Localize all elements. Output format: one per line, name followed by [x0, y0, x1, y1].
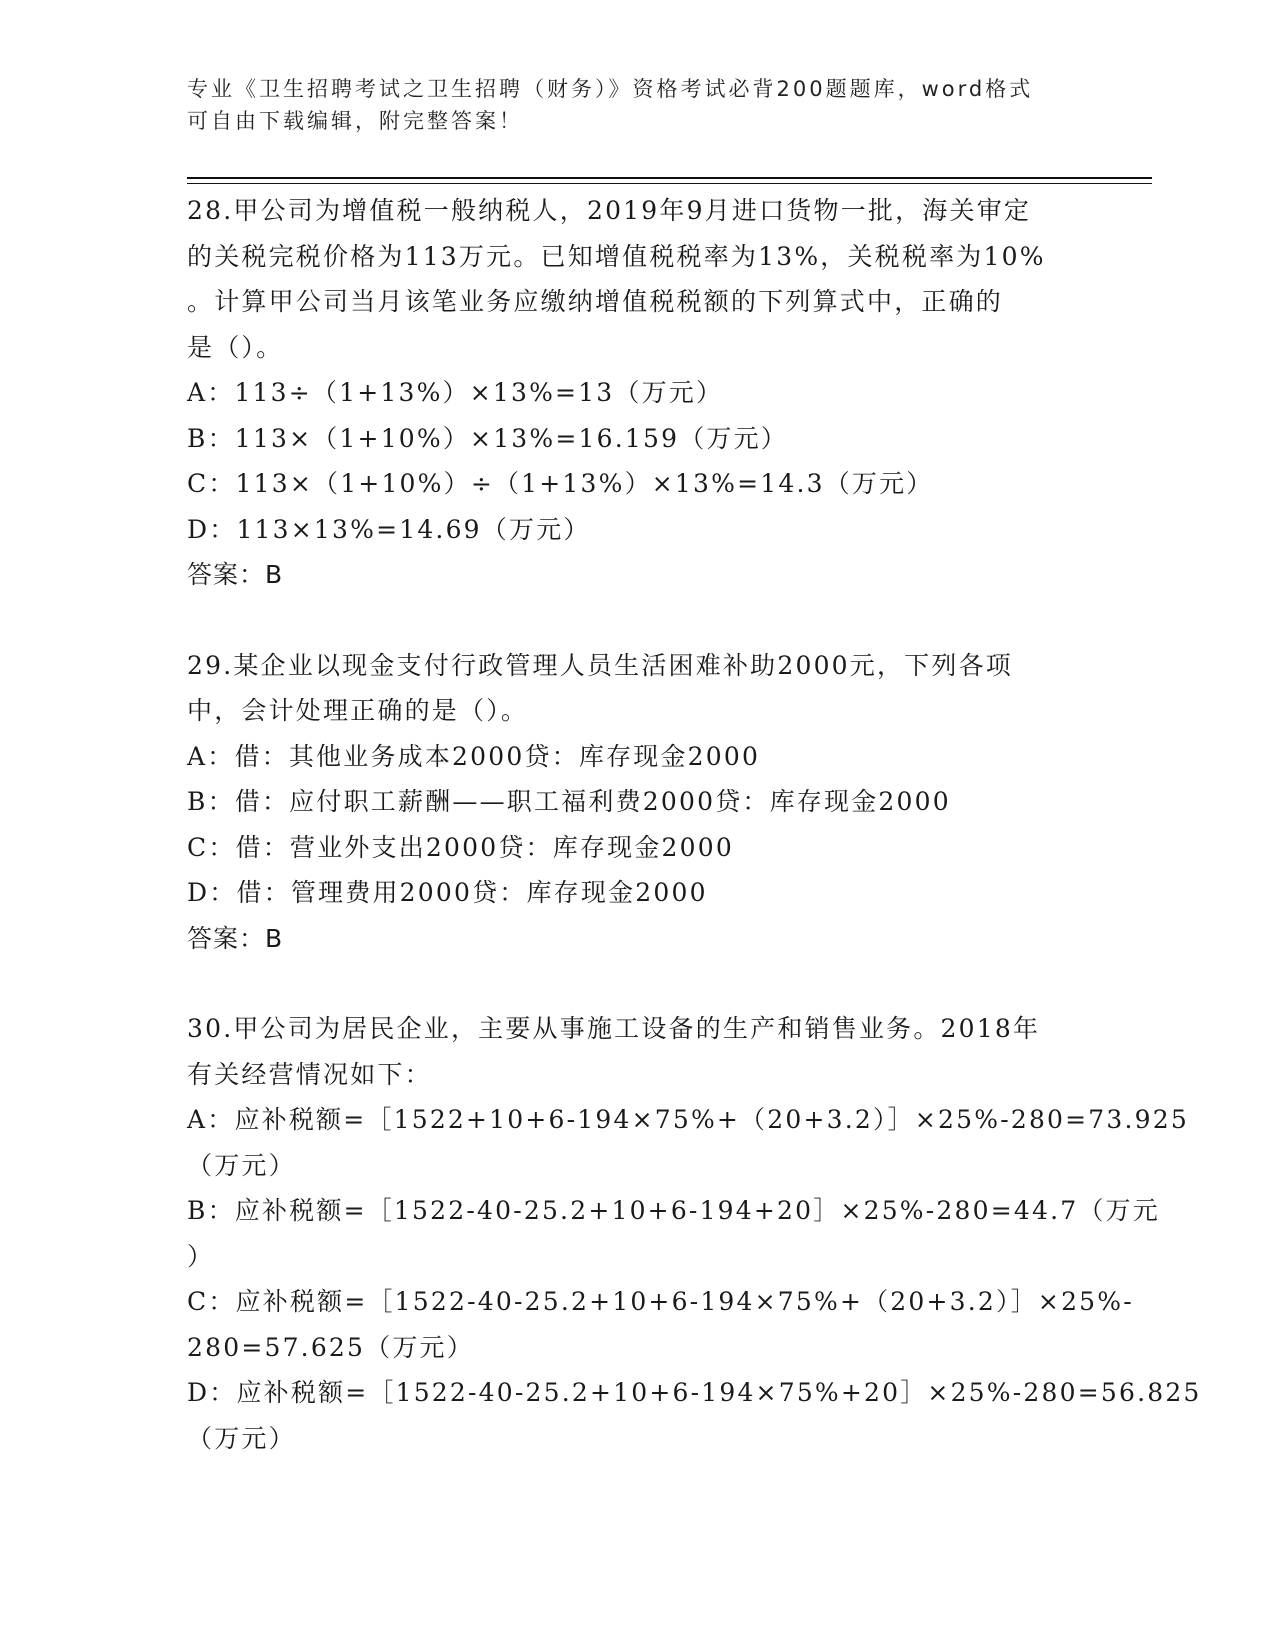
question-text-line: 中，会计处理正确的是（）。 [187, 696, 529, 725]
question-spacer [187, 961, 1092, 1006]
question-28 [187, 188, 1092, 598]
option-c: C：应补税额=［1522-40-25.2+10+6-194×75%+（20+3.2）］×25%- [187, 1287, 1134, 1316]
header-line-1: 专业《卫生招聘考试之卫生招聘（财务）》资格考试必背200题题库，word格式 [187, 77, 1034, 101]
option-c-continued: 280=57.625（万元） [187, 1332, 474, 1362]
answer-label: 答案：B [187, 923, 284, 953]
option-b-continued: ） [187, 1241, 215, 1271]
question-spacer [187, 598, 1092, 643]
option-c: C：借：营业外支出2000贷：库存现金2000 [187, 832, 734, 862]
option-a: A：113÷（1+13%）×13%=13（万元） [187, 378, 724, 407]
option-a-continued: （万元） [187, 1150, 296, 1180]
question-30 [187, 1006, 1202, 1461]
header-divider-thin [187, 183, 1152, 184]
option-d-continued: （万元） [187, 1423, 296, 1453]
question-text-line: 的关税完税价格为113万元。已知增值税税率为13%，关税税率为10% [187, 241, 1046, 271]
option-d: D：借：管理费用2000贷：库存现金2000 [187, 878, 708, 907]
question-text-line: 。计算甲公司当月该笔业务应缴纳增值税税额的下列算式中，正确的 [187, 287, 1004, 316]
header-line-2: 可自由下载编辑，附完整答案！ [187, 109, 523, 133]
question-text-line: 是（）。 [187, 332, 284, 362]
option-a: A：借：其他业务成本2000贷：库存现金2000 [187, 741, 761, 771]
document-header [187, 73, 1087, 137]
option-d: D：应补税额=［1522-40-25.2+10+6-194×75%+20］×25%-280=56.825 [187, 1378, 1202, 1407]
option-a: A：应补税额=［1522+10+6-194×75%+（20+3.2）］×25%-280=73.925 [187, 1105, 1189, 1134]
option-b: B：应补税额=［1522-40-25.2+10+6-194+20］×25%-280=44.7（万元 [187, 1196, 1160, 1225]
option-d: D：113×13%=14.69（万元） [187, 514, 591, 544]
question-29 [187, 643, 1092, 962]
question-text-line: 29.某企业以现金支付行政管理人员生活困难补助2000元，下列各项 [187, 650, 1013, 680]
question-text-line: 28.甲公司为增值税一般纳税人，2019年9月进口货物一批，海关审定 [187, 196, 1032, 225]
option-b: B：113×（1+10%）×13%=16.159（万元） [187, 423, 788, 453]
question-text-line: 30.甲公司为居民企业，主要从事施工设备的生产和销售业务。2018年 [187, 1014, 1041, 1043]
question-list [187, 188, 1202, 1461]
answer-label: 答案：B [187, 560, 284, 589]
option-b: B：借：应付职工薪酬——职工福利费2000贷：库存现金2000 [187, 787, 951, 816]
header-divider-thick [187, 177, 1152, 179]
question-text-line: 有关经营情况如下： [187, 1059, 432, 1089]
option-c: C：113×（1+10%）÷（1+13%）×13%=14.3（万元） [187, 469, 934, 498]
